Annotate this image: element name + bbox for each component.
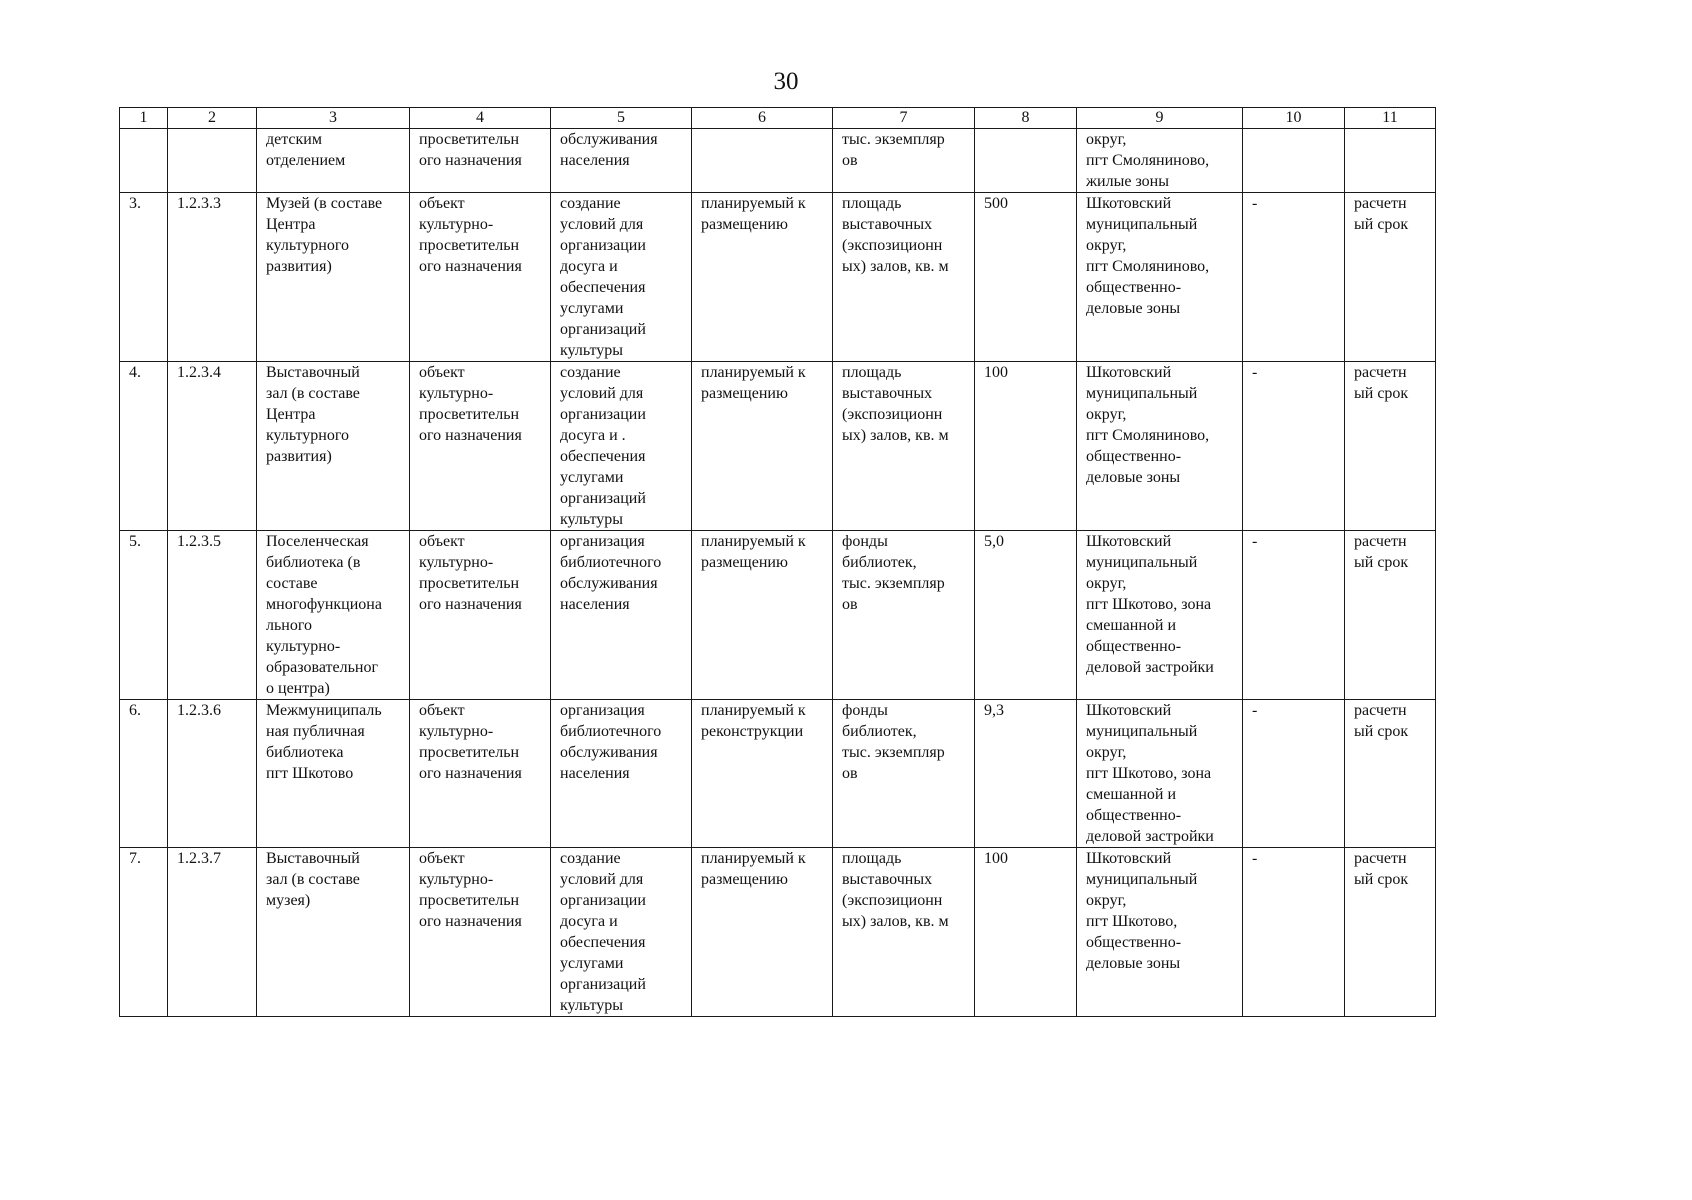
table-cell: Шкотовский муниципальный округ, пгт Смоляниново, общественно- деловые зоны (1077, 193, 1243, 362)
table-row (120, 848, 1436, 1017)
table-cell: планируемый к реконструкции (692, 700, 833, 848)
table-cell: создание условий для организации досуга и . обеспечения услугами организаций культуры (551, 362, 692, 531)
table-cell: 3. (120, 193, 168, 362)
table-cell: - (1243, 193, 1345, 362)
table-row (120, 700, 1436, 848)
table-cell: Шкотовский муниципальный округ, пгт Шкотово, общественно- деловые зоны (1077, 848, 1243, 1017)
table-cell: 5,0 (975, 531, 1077, 700)
table-cell: организация библиотечного обслуживания населения (551, 700, 692, 848)
table-cell: Выставочный зал (в составе музея) (257, 848, 410, 1017)
table-cell: - (1243, 531, 1345, 700)
column-header: 2 (168, 108, 257, 129)
table-cell: планируемый к размещению (692, 362, 833, 531)
table-cell: объект культурно- просветительн ого назначения (410, 193, 551, 362)
table-cell: Поселенческая библиотека (в составе многофункциона льного культурно- образовательног о центра) (257, 531, 410, 700)
table-cell (120, 129, 168, 193)
table-cell: тыс. экземпляр ов (833, 129, 975, 193)
table-row (120, 531, 1436, 700)
table-cell: 6. (120, 700, 168, 848)
table-cell: 1.2.3.3 (168, 193, 257, 362)
table-cell: расчетн ый срок (1345, 531, 1436, 700)
table-cell: планируемый к размещению (692, 848, 833, 1017)
table-cell (1345, 129, 1436, 193)
table-cell: 1.2.3.6 (168, 700, 257, 848)
table-cell: фонды библиотек, тыс. экземпляр ов (833, 531, 975, 700)
table-cell (692, 129, 833, 193)
table-cell: площадь выставочных (экспозиционн ых) залов, кв. м (833, 848, 975, 1017)
table-cell: организация библиотечного обслуживания населения (551, 531, 692, 700)
table-cell: Шкотовский муниципальный округ, пгт Шкотово, зона смешанной и общественно- деловой застройки (1077, 531, 1243, 700)
table-cell: 1.2.3.7 (168, 848, 257, 1017)
table-cell: детским отделением (257, 129, 410, 193)
table-cell: расчетн ый срок (1345, 362, 1436, 531)
table-cell: расчетн ый срок (1345, 193, 1436, 362)
table-cell: 100 (975, 362, 1077, 531)
table-cell: объект культурно- просветительн ого назначения (410, 700, 551, 848)
column-header: 8 (975, 108, 1077, 129)
column-header: 7 (833, 108, 975, 129)
table-cell: 500 (975, 193, 1077, 362)
column-header: 10 (1243, 108, 1345, 129)
table-cell (975, 129, 1077, 193)
table-cell: обслуживания населения (551, 129, 692, 193)
table-cell: Шкотовский муниципальный округ, пгт Шкотово, зона смешанной и общественно- деловой застройки (1077, 700, 1243, 848)
table-cell: площадь выставочных (экспозиционн ых) залов, кв. м (833, 193, 975, 362)
table-cell: объект культурно- просветительн ого назначения (410, 362, 551, 531)
table-row (120, 129, 1436, 193)
table-cell: 100 (975, 848, 1077, 1017)
table-cell (168, 129, 257, 193)
table-cell: - (1243, 700, 1345, 848)
table-cell: Музей (в составе Центра культурного развития) (257, 193, 410, 362)
table-cell: объект культурно- просветительн ого назначения (410, 531, 551, 700)
table-cell: планируемый к размещению (692, 193, 833, 362)
table-cell: Шкотовский муниципальный округ, пгт Смоляниново, общественно- деловые зоны (1077, 362, 1243, 531)
table-cell: планируемый к размещению (692, 531, 833, 700)
table-cell: расчетн ый срок (1345, 700, 1436, 848)
table-cell: 5. (120, 531, 168, 700)
facilities-table (119, 107, 1436, 1017)
page-number: 30 (773, 68, 799, 95)
table-cell: - (1243, 848, 1345, 1017)
table-cell: объект культурно- просветительн ого назначения (410, 848, 551, 1017)
column-header: 5 (551, 108, 692, 129)
table-cell: 1.2.3.4 (168, 362, 257, 531)
table-cell: округ, пгт Смоляниново, жилые зоны (1077, 129, 1243, 193)
table-header-row (120, 108, 1436, 129)
table-cell: просветительн ого назначения (410, 129, 551, 193)
table-row (120, 362, 1436, 531)
table-row (120, 193, 1436, 362)
table-cell (1243, 129, 1345, 193)
table-cell: 1.2.3.5 (168, 531, 257, 700)
column-header: 4 (410, 108, 551, 129)
table-cell: площадь выставочных (экспозиционн ых) залов, кв. м (833, 362, 975, 531)
column-header: 9 (1077, 108, 1243, 129)
table-cell: создание условий для организации досуга и обеспечения услугами организаций культуры (551, 848, 692, 1017)
table-cell: Выставочный зал (в составе Центра культурного развития) (257, 362, 410, 531)
table-cell: 9,3 (975, 700, 1077, 848)
table-cell: создание условий для организации досуга и обеспечения услугами организаций культуры (551, 193, 692, 362)
column-header: 3 (257, 108, 410, 129)
column-header: 6 (692, 108, 833, 129)
table-cell: 7. (120, 848, 168, 1017)
table-cell: 4. (120, 362, 168, 531)
table-cell: фонды библиотек, тыс. экземпляр ов (833, 700, 975, 848)
column-header: 1 (120, 108, 168, 129)
column-header: 11 (1345, 108, 1436, 129)
table-cell: - (1243, 362, 1345, 531)
table-cell: Межмуниципаль ная публичная библиотека пгт Шкотово (257, 700, 410, 848)
table-cell: расчетн ый срок (1345, 848, 1436, 1017)
